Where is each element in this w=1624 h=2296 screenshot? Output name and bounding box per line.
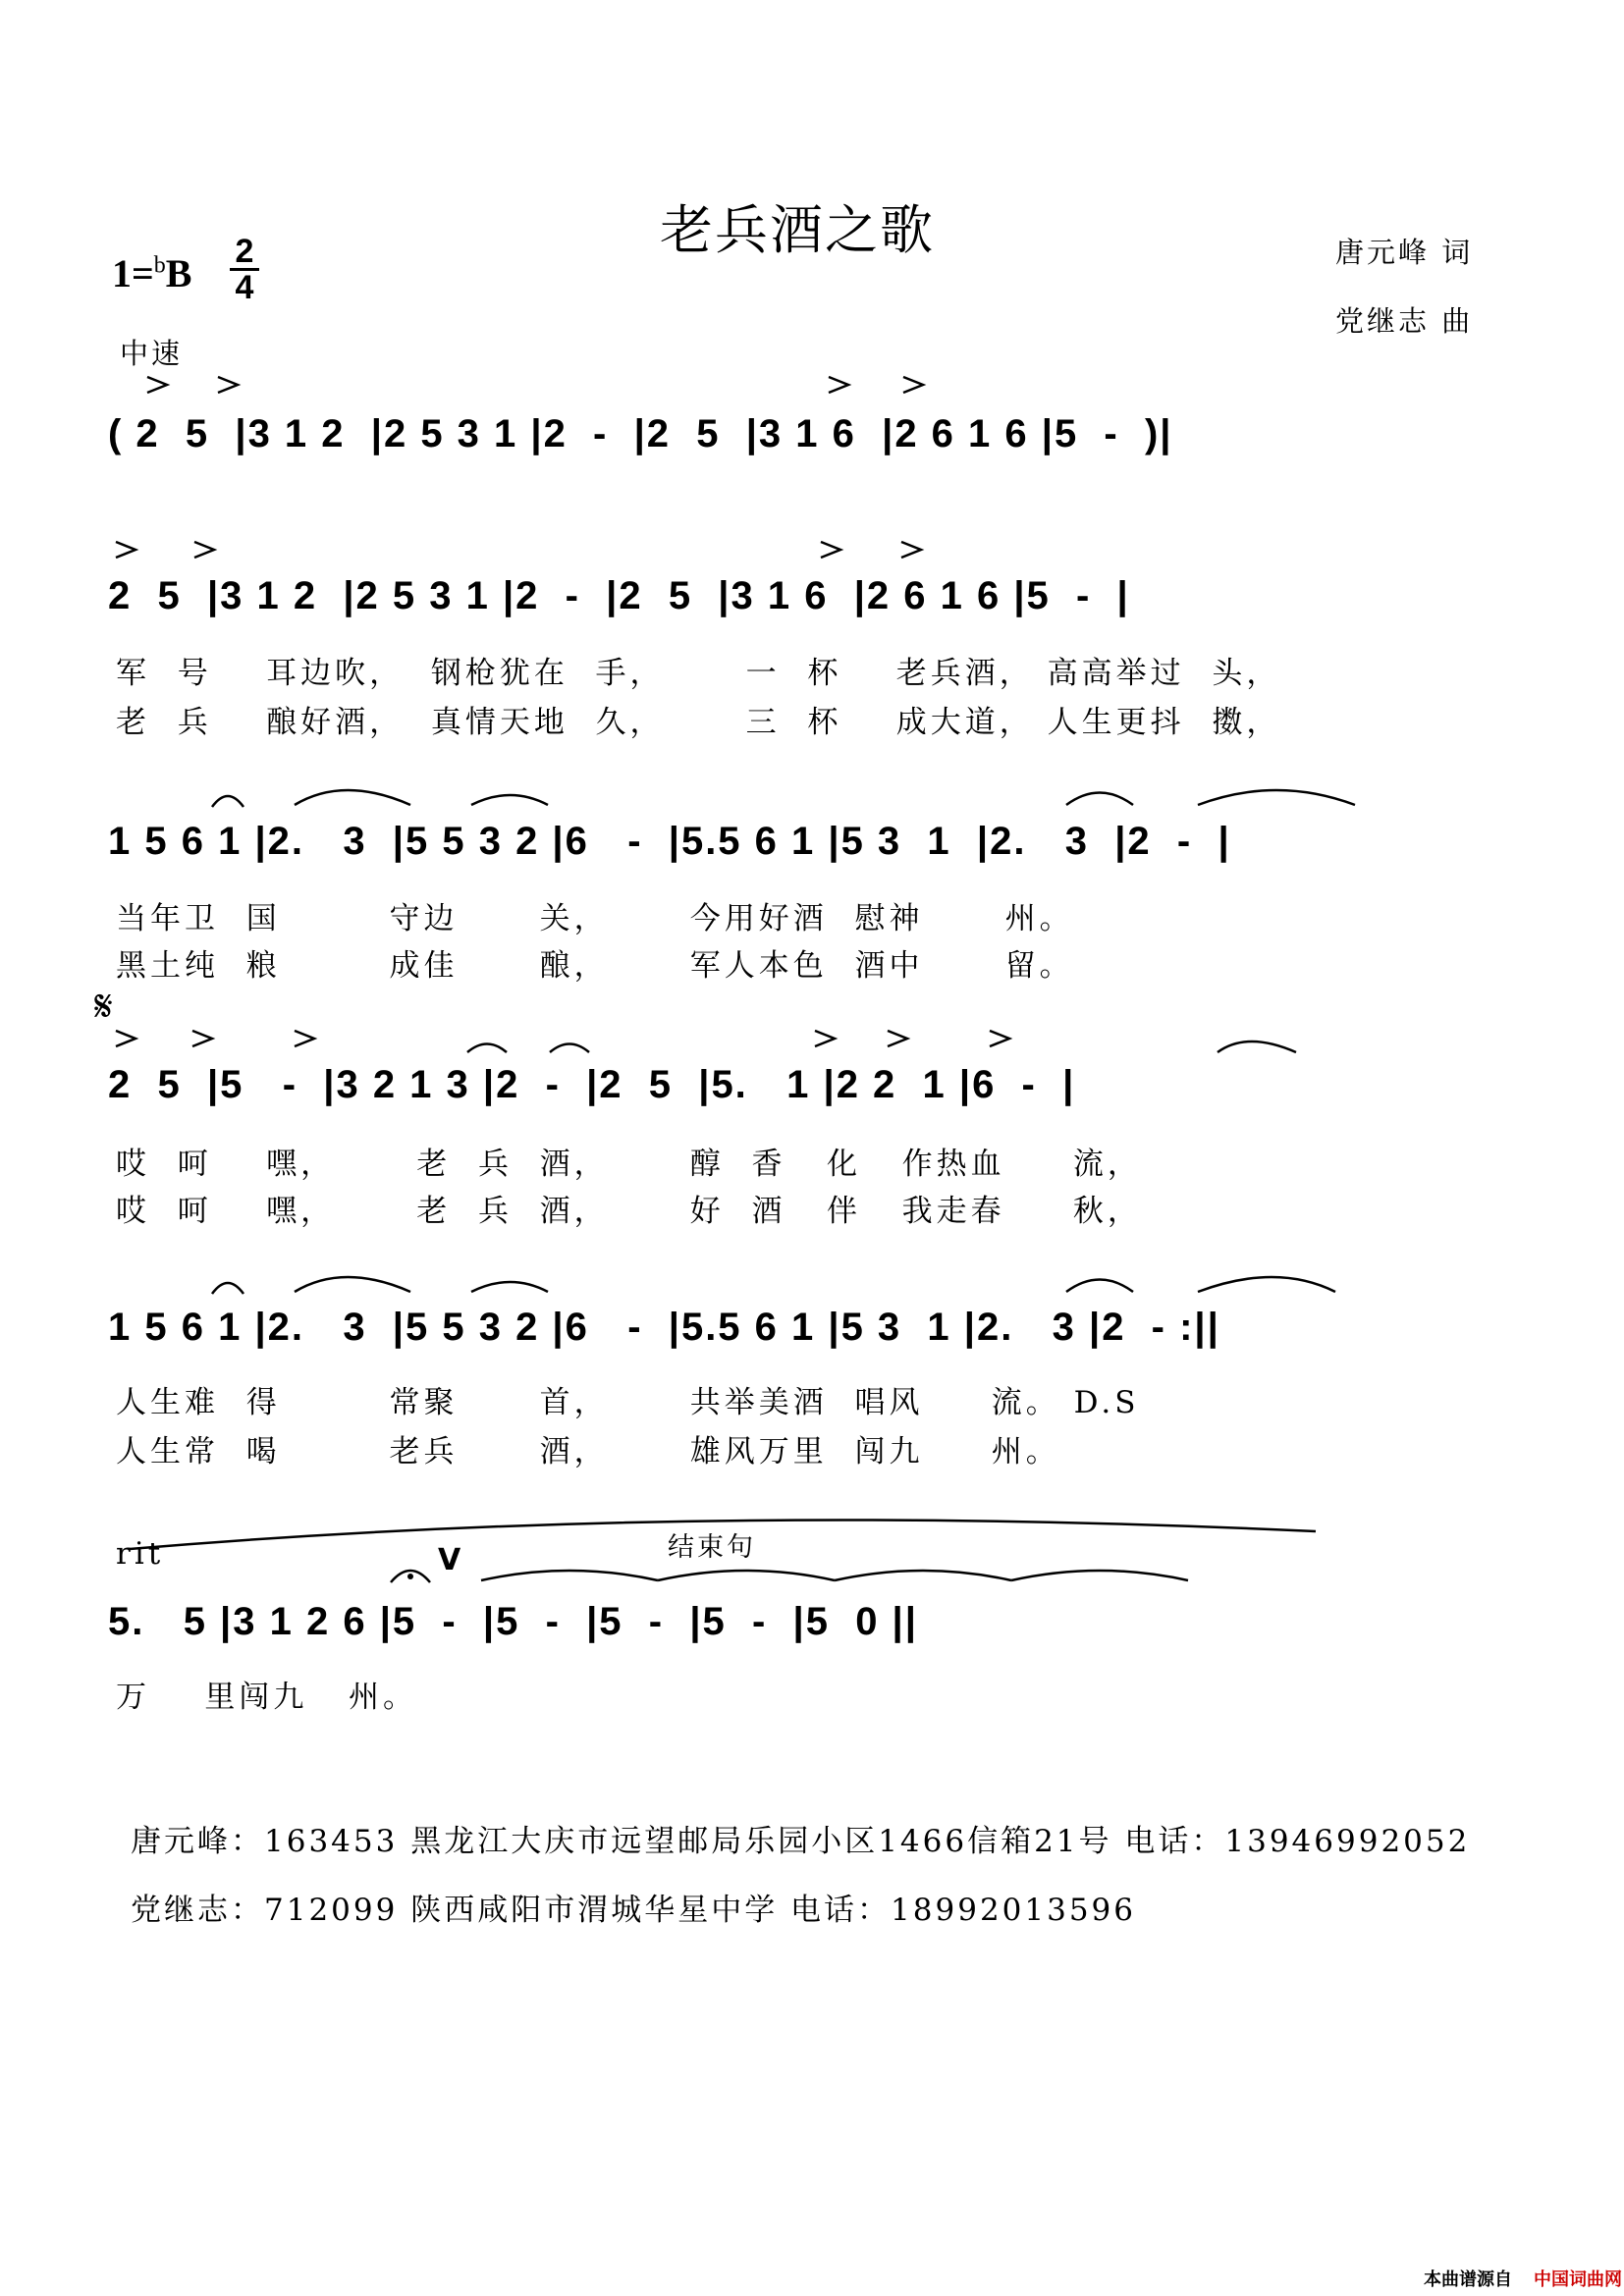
flat-sign: b bbox=[153, 252, 166, 279]
meter-bottom: 4 bbox=[235, 269, 254, 306]
notation-line-2: 2 5 |3 1 2 |2 5 3 1 |2 - |2 5 |3 1 6 |2 6 1 6 |5 - | bbox=[108, 574, 1130, 617]
watermark-source: 本曲谱源自 bbox=[1424, 2269, 1512, 2290]
footer-contact-lyricist: 唐元峰：163453 黑龙江大庆市远望邮局乐园小区1466信箱21号 电话：13946992052 bbox=[131, 1824, 1471, 1859]
lyric-line-3a: 当年卫 国 守边 关， 今用好酒 慰神 州。 bbox=[116, 901, 1074, 936]
notation-line-1: ( 2 5 |3 1 2 |2 5 3 1 |2 - |2 5 |3 1 6 |2 6 1 6 |5 - )| bbox=[108, 412, 1173, 455]
song-title: 老兵酒之歌 bbox=[660, 199, 935, 261]
lyricist-credit: 唐元峰 词 bbox=[1335, 236, 1474, 269]
key-note: B bbox=[165, 251, 192, 295]
notation-line-3: 1 5 6 1 |2. 3 |5 5 3 2 |6 - |5.5 6 1 |5 3 1 |2. 3 |2 - | bbox=[108, 820, 1231, 863]
tempo-marking: 中速 bbox=[120, 337, 184, 370]
breath-mark: V bbox=[438, 1543, 461, 1577]
ending-label: 结束句 bbox=[668, 1532, 756, 1563]
lyric-line-6: 万 里闯九 州。 bbox=[116, 1680, 417, 1715]
segno-sign: 𝄋 bbox=[94, 982, 113, 1032]
lyric-line-4b: 哎 呵 嘿， 老 兵 酒， 好 酒 伴 我走春 秋， bbox=[116, 1194, 1142, 1229]
lyric-line-2b: 老 兵 酿好酒， 真情天地 久， 三 杯 成大道， 人生更抖 擞， bbox=[116, 705, 1281, 740]
notation-line-5: 1 5 6 1 |2. 3 |5 5 3 2 |6 - |5.5 6 1 |5 3 1 |2. 3 |2 - :|| bbox=[108, 1306, 1220, 1349]
lyric-line-2a: 军 号 耳边吹， 钢枪犹在 手， 一 杯 老兵酒， 高高举过 头， bbox=[116, 656, 1281, 691]
lyric-line-4a: 哎 呵 嘿， 老 兵 酒， 醇 香 化 作热血 流， bbox=[116, 1147, 1142, 1182]
composer-credit: 党继志 曲 bbox=[1335, 304, 1474, 338]
lyric-line-3b: 黑土纯 粮 成佳 酿， 军人本色 酒中 留。 bbox=[116, 948, 1074, 984]
rit-marking: rit bbox=[116, 1536, 165, 1572]
lyric-line-5a: 人生难 得 常聚 首， 共举美酒 唱风 流。 D.S bbox=[116, 1385, 1140, 1420]
watermark-site[interactable]: 中国词曲网 bbox=[1534, 2269, 1622, 2290]
key-prefix: 1= bbox=[112, 251, 154, 295]
notation-line-4: 2 5 |5 - |3 2 1 3 |2 - |2 5 |5. 1 |2 2 1 |6 - | bbox=[108, 1063, 1076, 1106]
meter-top: 2 bbox=[235, 233, 254, 270]
lyric-line-5b: 人生常 喝 老兵 酒， 雄风万里 闯九 州。 bbox=[116, 1434, 1060, 1469]
notation-line-6: 5. 5 |3 1 2 6 |5 - |5 - |5 - |5 - |5 0 || bbox=[108, 1600, 918, 1643]
footer-contact-composer: 党继志：712099 陕西咸阳市渭城华星中学 电话：18992013596 bbox=[131, 1893, 1136, 1928]
